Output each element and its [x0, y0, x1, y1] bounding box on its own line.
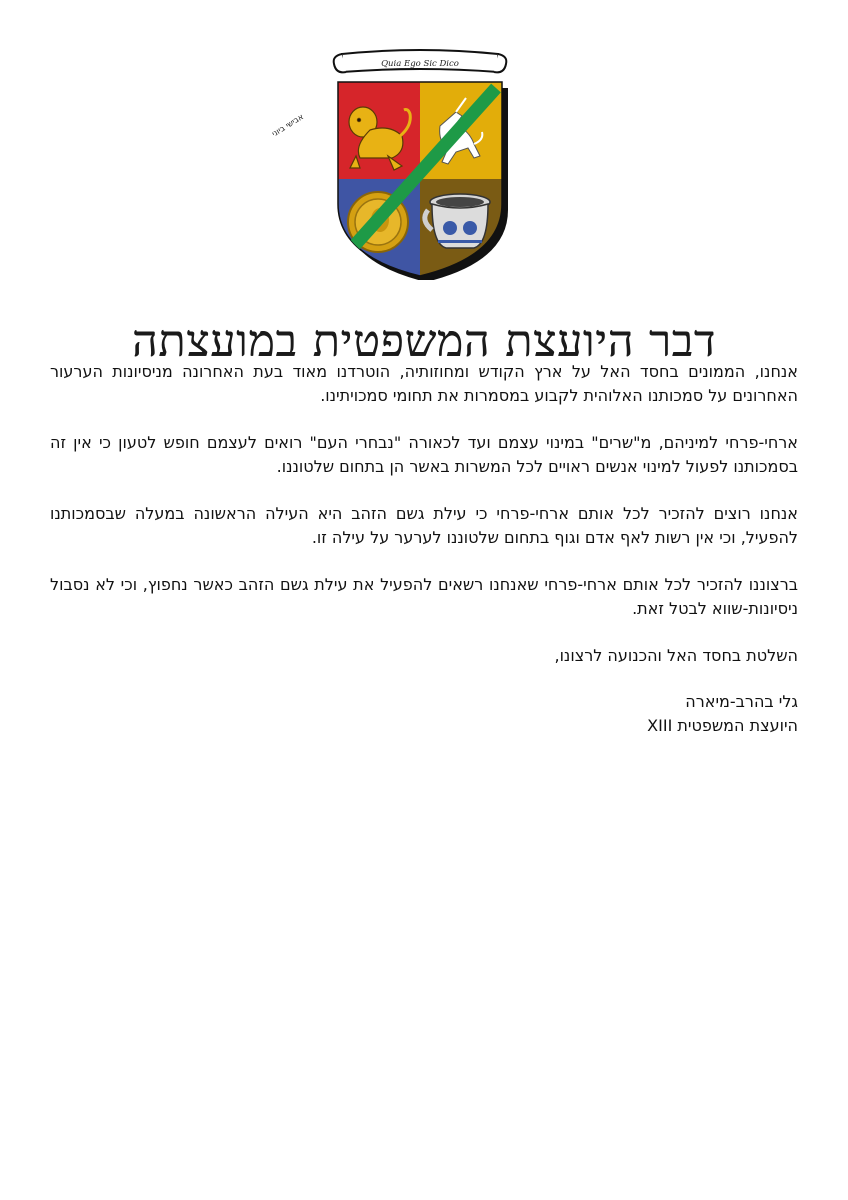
- signature-role: היועצת המשפטית XIII: [647, 716, 798, 735]
- signature-name: גלי בהרב-מיארה: [685, 692, 798, 711]
- paragraph-2: ארחי-פרחי למיניהם, מ"שרים" במינוי עצמם ועד לכאורה "נבחרי העם" רואים לעצמם חופש לטעון כי אין זה בסמכותנו לפעול למינוי אנשים ראויים לכל המשרות באשר הן בתחום שלטוננו.: [50, 433, 798, 476]
- letter-body: [50, 360, 798, 738]
- side-inscription: אבישי ביוני: [270, 112, 306, 139]
- motto-scroll: [334, 50, 507, 72]
- motto-text: Quia Ego Sic Dico: [381, 59, 459, 69]
- paragraph-1: אנחנו, הממונים בחסד האל על ארץ הקודש ומחוזותיה, הוטרדנו מאוד בעת האחרונה מניסיונות הערעור האחרונים על סמכותנו האלוהית לקבוע במסמרות את תחומי סמכויתינו.: [50, 362, 798, 405]
- paragraph-4: ברצוננו להזכיר לכל אותם ארחי-פרחי שאנחנו רשאים להפעיל את עילת גשם הזהב כאשר נחפוץ, וכי לא נסבול ניסיונות-שווא לבטל זאת.: [50, 575, 798, 618]
- paragraph-3: אנחנו רוצים להזכיר לכל אותם ארחי-פרחי כי עילת גשם הזהב היא העילה הראשונה במעלה שבסמכותנו להפעיל, וכי אין רשות לאף אדם וגוף בתחום שלטוננו לערער על עילה זו.: [50, 504, 798, 547]
- coat-of-arms: [270, 44, 520, 280]
- closing-line: השלטת בחסד האל והכנועה לרצונו,: [554, 646, 798, 665]
- page-title: דבר היועצת המשפטית במועצתה: [131, 316, 716, 368]
